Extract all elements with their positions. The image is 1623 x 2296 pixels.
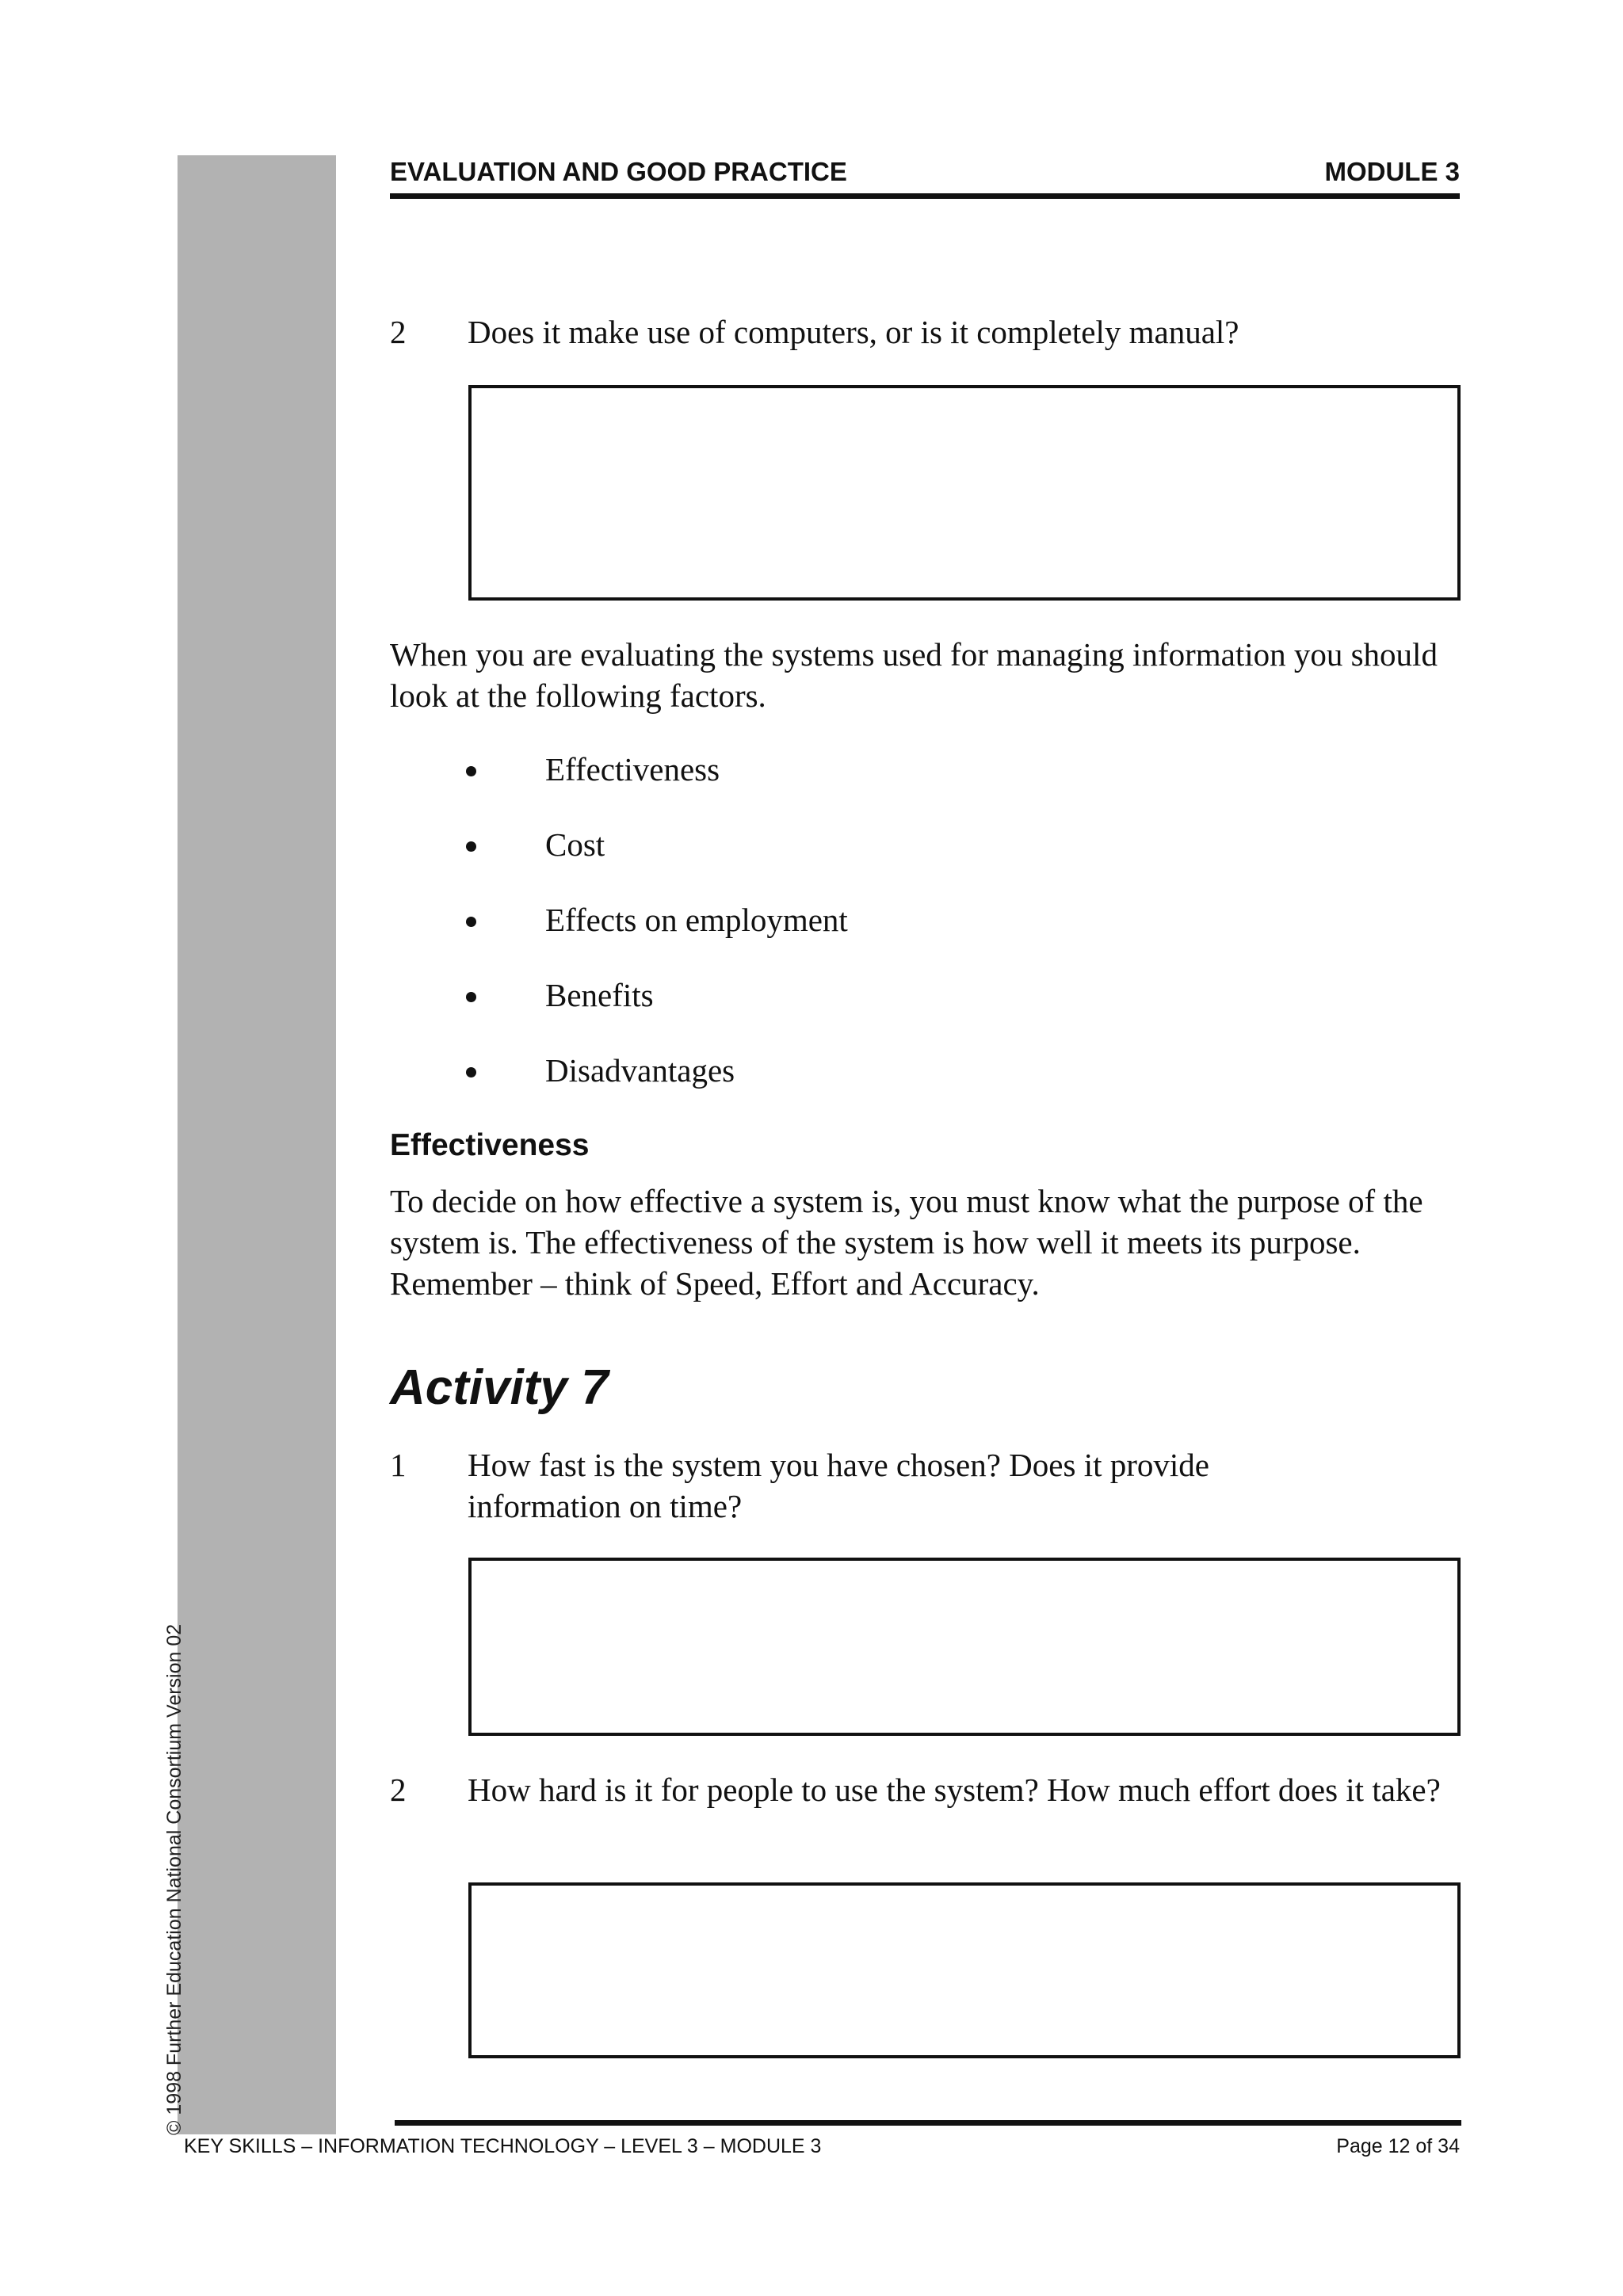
question-text: How fast is the system you have chosen? Does it provide information on time? <box>468 1447 1209 1524</box>
factor-label: Disadvantages <box>545 1052 735 1089</box>
answer-box-1[interactable] <box>468 1558 1461 1736</box>
footer-rule <box>395 2120 1461 2126</box>
bullet-icon <box>466 841 476 852</box>
header-rule <box>390 193 1460 199</box>
side-band <box>178 155 336 2134</box>
bullet-icon <box>466 1067 476 1077</box>
page-header-title: EVALUATION AND GOOD PRACTICE <box>390 157 847 186</box>
question-text: How hard is it for people to use the system? How much effort does it take? <box>468 1772 1441 1808</box>
answer-box-top[interactable] <box>468 385 1461 601</box>
factor-label: Effectiveness <box>545 751 720 788</box>
effectiveness-paragraph: To decide on how effective a system is, you must know what the purpose of the system is. The effectiveness of the system is how well it meets its purpose. Remember – think of Speed, Effort and Accuracy. <box>390 1183 1423 1302</box>
footer-course: KEY SKILLS – INFORMATION TECHNOLOGY – LEVEL 3 – MODULE 3 <box>184 2135 822 2157</box>
question-number: 2 <box>390 1772 407 1808</box>
intro-paragraph: When you are evaluating the systems used for managing information you should look at the following factors. <box>390 636 1438 714</box>
bullet-icon <box>466 766 476 776</box>
question-number: 1 <box>390 1447 407 1483</box>
factor-label: Effects on employment <box>545 902 848 938</box>
bullet-icon <box>466 917 476 927</box>
factor-label: Cost <box>545 826 605 863</box>
page-number: Page 12 of 34 <box>1336 2135 1460 2157</box>
answer-box-2[interactable] <box>468 1882 1461 2058</box>
section-heading: Effectiveness <box>390 1128 590 1162</box>
activity-title: Activity 7 <box>390 1360 609 1415</box>
copyright-notice: © 1998 Further Education National Consortium Version 02 <box>163 1623 185 2135</box>
question-number: 2 <box>390 314 407 350</box>
question-text: Does it make use of computers, or is it completely manual? <box>468 314 1239 350</box>
bullet-icon <box>466 992 476 1002</box>
factor-label: Benefits <box>545 977 654 1013</box>
page-header-module: MODULE 3 <box>1324 157 1460 186</box>
